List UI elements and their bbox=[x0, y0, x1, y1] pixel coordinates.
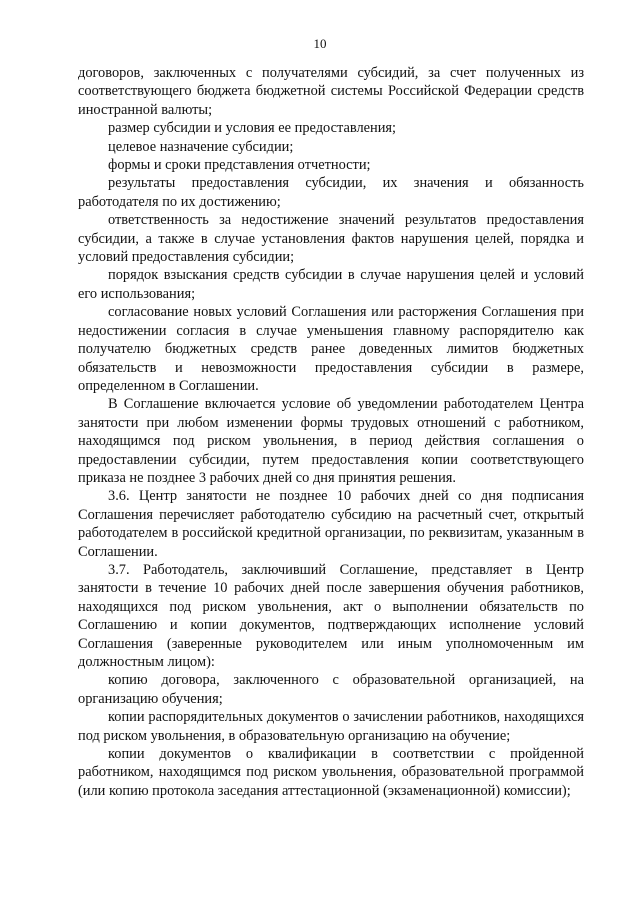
paragraph-qualification-documents: копии документов о квалификации в соответствии с пройденной работником, находящимся под риском увольнения, образовательной программой (или копию протокола заседания аттестационной (экзаменационной) комиссии); bbox=[78, 746, 584, 799]
paragraph-reporting-forms: формы и сроки представления отчетности; bbox=[108, 157, 371, 174]
paragraph-recovery-procedure: порядок взыскания средств субсидии в случае нарушения целей и условий его использования; bbox=[78, 267, 584, 302]
paragraph-section-3-6: 3.6. Центр занятости не позднее 10 рабочих дней со дня подписания Соглашения перечисляет работодателю субсидию на расчетный счет, открытый работодателем в российской кредитной организации, по реквизитам, указанным в Соглашении. bbox=[78, 488, 584, 560]
paragraph-results: результаты предоставления субсидии, их значения и обязанность работодателя по их достижению; bbox=[78, 175, 584, 210]
paragraph-continuation: договоров, заключенных с получателями субсидий, за счет полученных из соответствующего бюджета бюджетной системы Российской Федерации средств иностранной валюты; bbox=[78, 65, 584, 118]
paragraph-enrollment-documents: копии распорядительных документов о зачислении работников, находящихся под риском увольнения, в образовательную организацию на обучение; bbox=[78, 709, 584, 744]
paragraph-subsidy-purpose: целевое назначение субсидии; bbox=[108, 138, 294, 155]
paragraph-section-3-7: 3.7. Работодатель, заключивший Соглашение, представляет в Центр занятости в течение 10 рабочих дней после завершения обучения работников, находящихся под риском увольнения, акт о выполнении обязательств по Соглашению и копии документов, подтверждающих исполнение условий Соглашения (заверенные руководителем или иным уполномоченным им должностным лицом): bbox=[78, 561, 584, 670]
document-body bbox=[78, 64, 584, 800]
paragraph-new-conditions: согласование новых условий Соглашения или расторжения Соглашения при недостижении согласия в случае уменьшения главному распорядителю как получателю бюджетных средств ранее доведенных лимитов бюджетных обязательств и невозможности предоставления субсидии в размере, определенном в Соглашении. bbox=[78, 304, 584, 394]
paragraph-notification-condition: В Соглашение включается условие об уведомлении работодателем Центра занятости при любом изменении формы трудовых отношений с работником, находящимся под риском увольнения, в период действия соглашения о предоставлении субсидии, путем предоставления копии соответствующего приказа не позднее 3 рабочих дней со дня принятия решения. bbox=[78, 396, 584, 486]
page-number: 10 bbox=[313, 36, 327, 51]
paragraph-responsibility: ответственность за недостижение значений результатов предоставления субсидии, а также в случае установления фактов нарушения целей, порядка и условий предоставления субсидии; bbox=[78, 212, 584, 266]
paragraph-subsidy-amount: размер субсидии и условия ее предоставления; bbox=[108, 120, 397, 137]
paragraph-contract-copy: копию договора, заключенного с образовательной организацией, на организацию обучения; bbox=[78, 672, 584, 707]
